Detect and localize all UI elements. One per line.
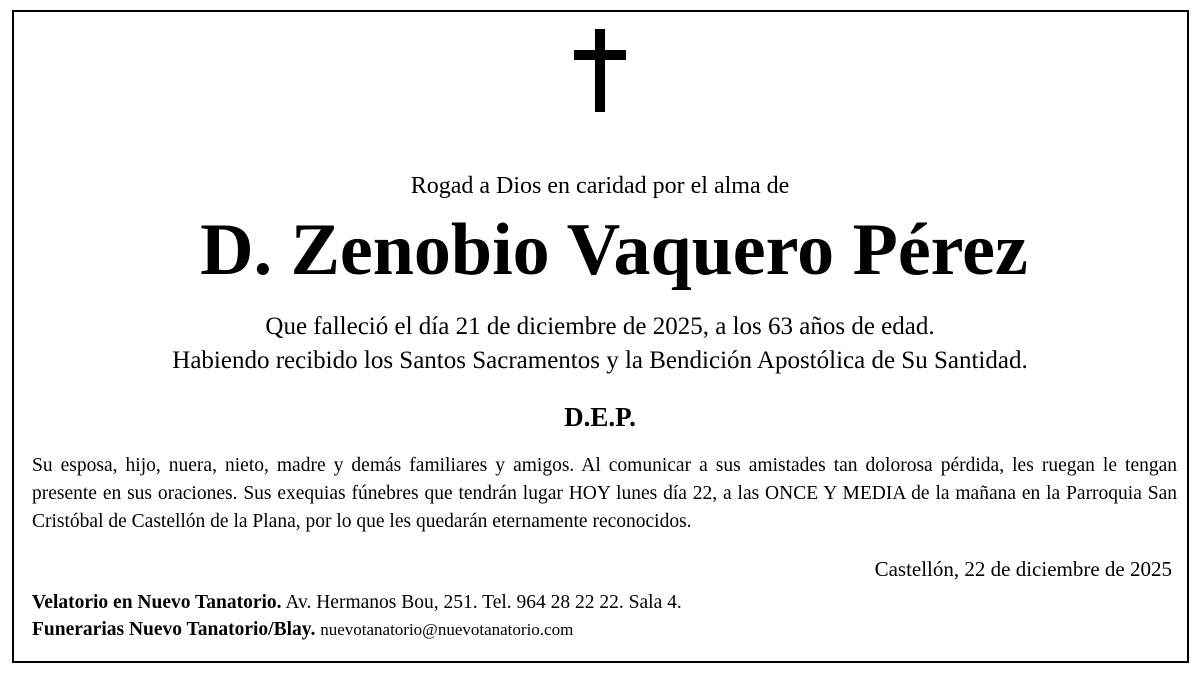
funeral-home-label: Funerarias Nuevo Tanatorio/Blay. xyxy=(32,619,316,640)
place-date: Castellón, 22 de diciembre de 2025 xyxy=(874,557,1172,581)
email-link[interactable]: nuevotanatorio@nuevotanatorio.com xyxy=(320,620,574,639)
wake-address: Av. Hermanos Bou, 251. Tel. 964 28 22 22. Sala 4. xyxy=(285,592,682,613)
cross-horizontal-bar xyxy=(574,50,626,60)
wake-info xyxy=(32,590,682,616)
death-date-line: Que falleció el día 21 de diciembre de 2025, a los 63 años de edad. xyxy=(265,313,935,340)
sacraments-line: Habiendo recibido los Santos Sacramentos y la Bendición Apostólica de Su Santidad. xyxy=(172,347,1028,374)
cross-vertical-bar xyxy=(595,29,605,112)
wake-label: Velatorio en Nuevo Tanatorio. xyxy=(32,592,282,613)
intro-text: Rogad a Dios en caridad por el alma de xyxy=(410,173,790,199)
funeral-home-info xyxy=(32,617,573,643)
deceased-name: D. Zenobio Vaquero Pérez xyxy=(200,209,1028,291)
rip-text: D.E.P. xyxy=(564,402,636,432)
notice-body: Su esposa, hijo, nuera, nieto, madre y demás familiares y amigos. Al comunicar a sus amistades tan dolorosa pérdida, les ruegan le tengan presente en sus oraciones. Sus exequias fúnebres que tendrán lugar HOY lunes día 22, a las ONCE Y MEDIA de la mañana en la Parroquia San Cristóbal de Castellón de la Plana, por lo que les quedarán eternamente reconocidos. xyxy=(32,455,1177,532)
cross-icon xyxy=(574,29,626,112)
